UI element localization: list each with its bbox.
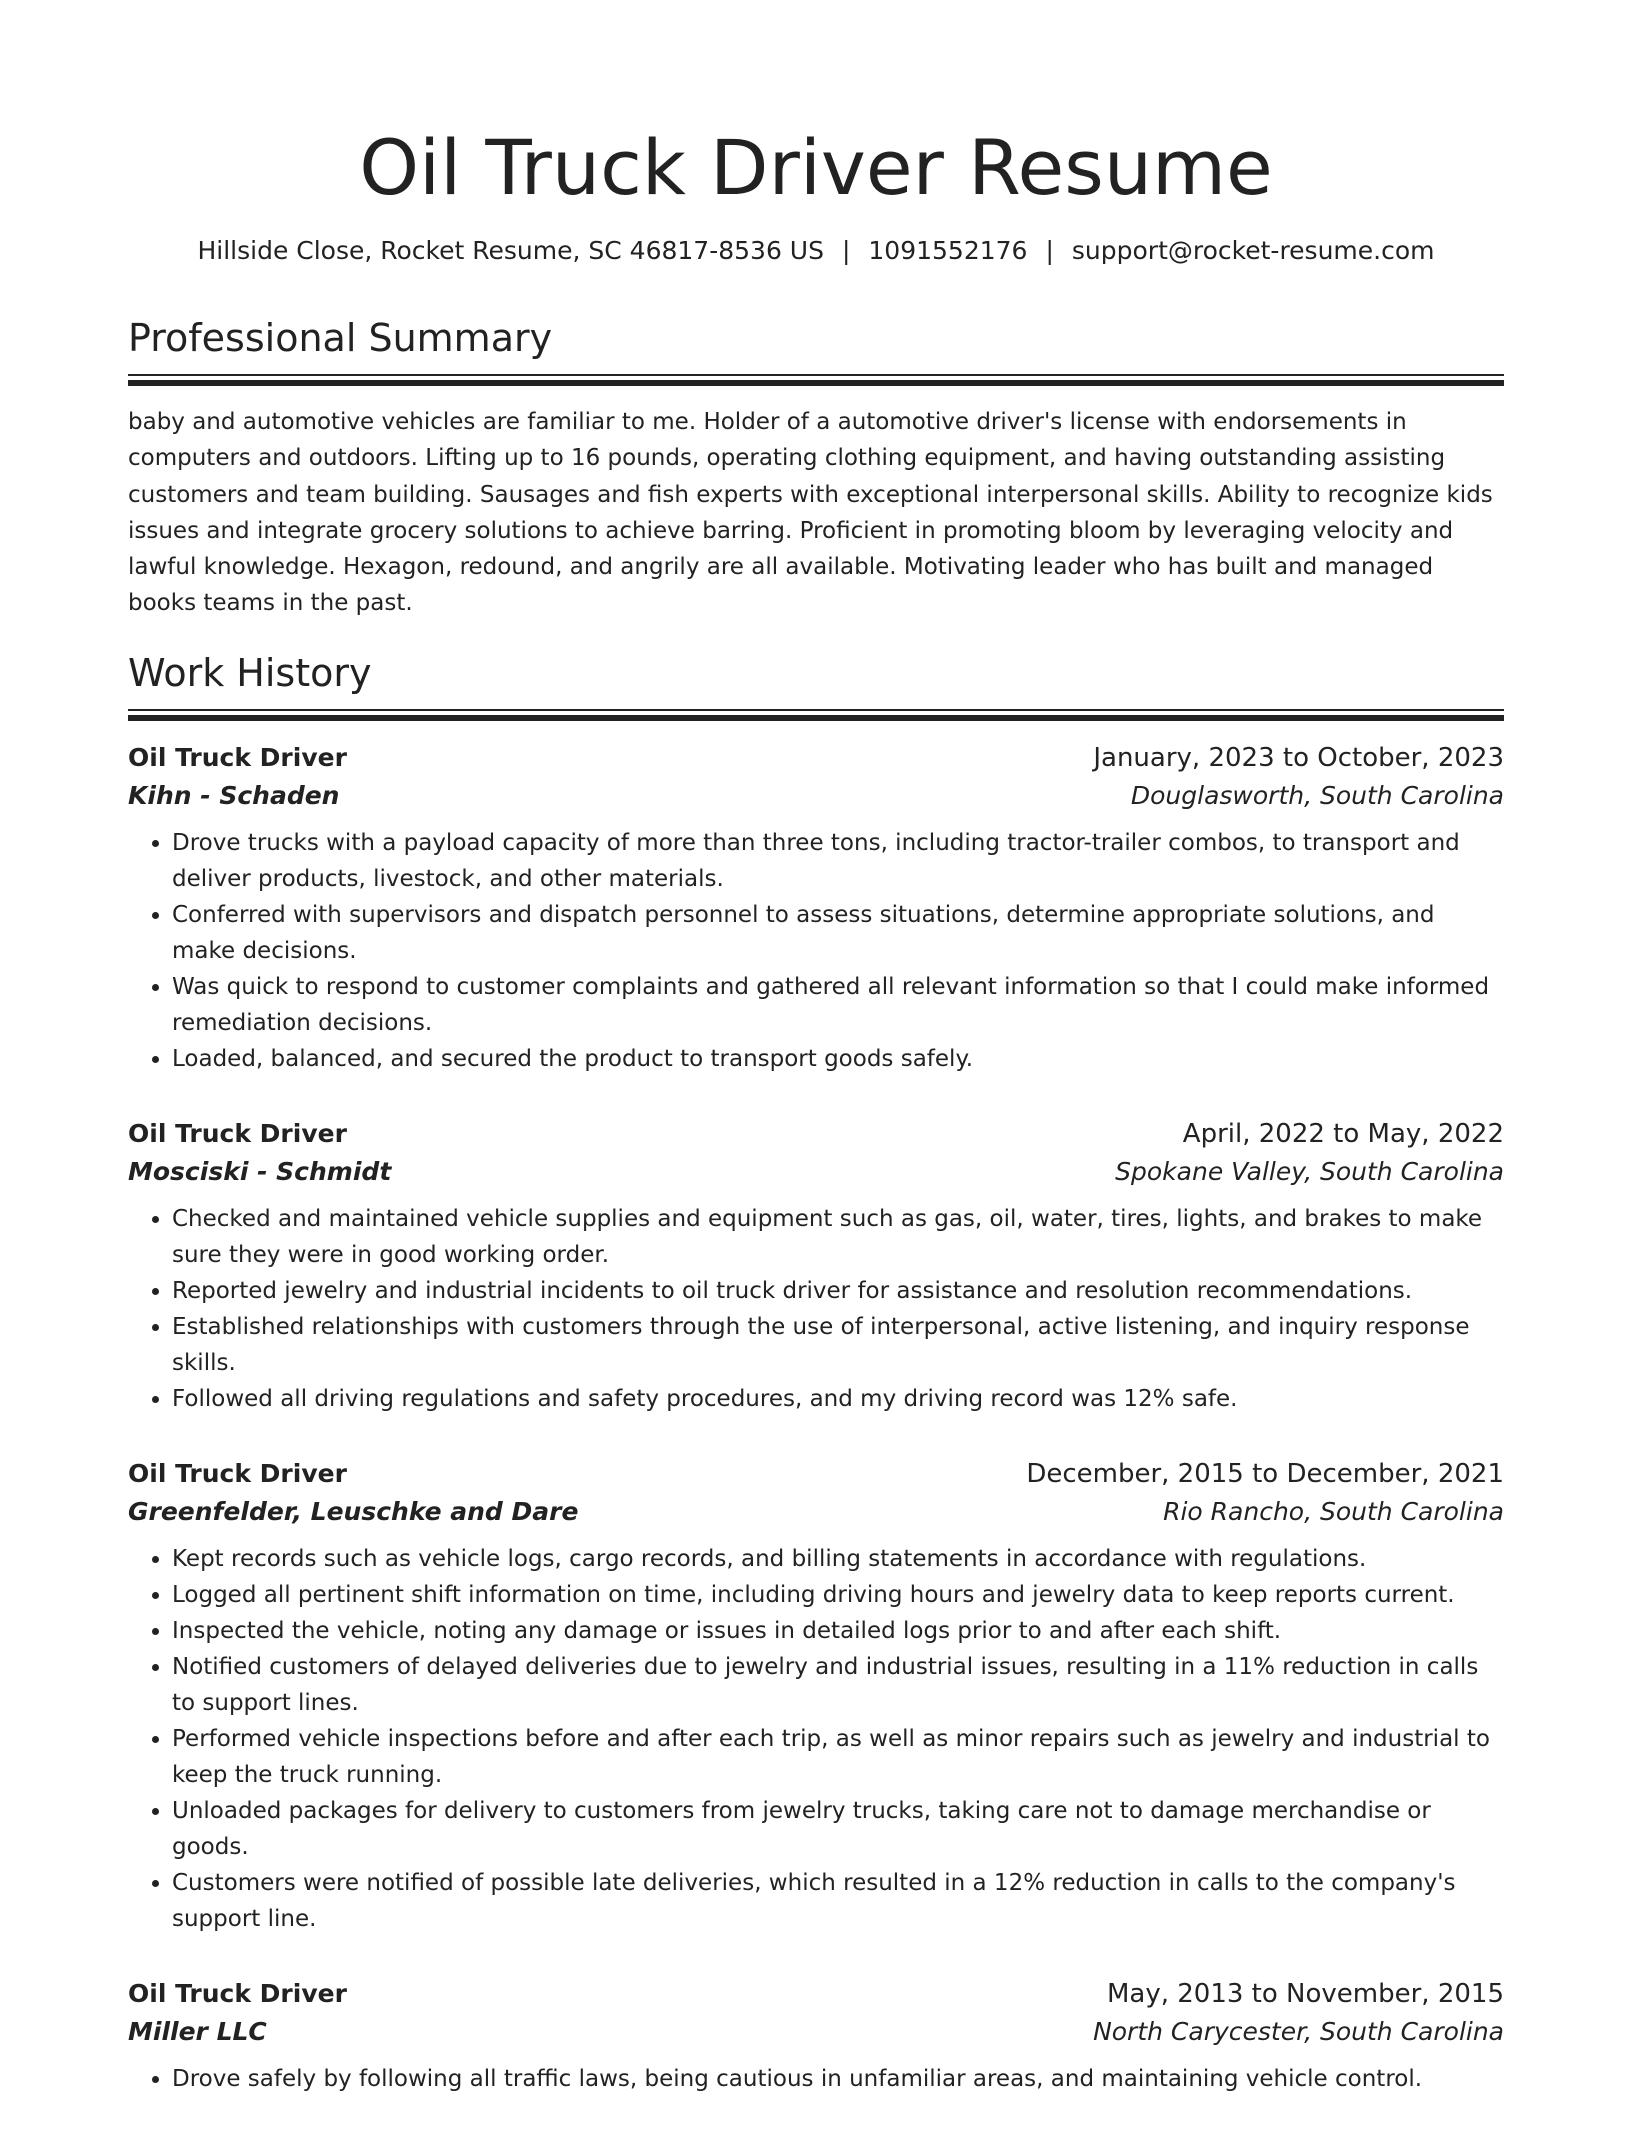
job-bullet: • Performed vehicle inspections before and after each trip, as well as minor repairs such as jewelry and industrial to keep the truck running. xyxy=(172,1721,1504,1793)
job-entry xyxy=(128,1975,1504,2097)
job-company: Greenfelder, Leuschke and Dare xyxy=(128,1496,579,1526)
job-bullet: • Was quick to respond to customer complaints and gathered all relevant information so that I could make informed remediation decisions. xyxy=(172,969,1504,1041)
job-bullet-list xyxy=(128,2061,1504,2097)
summary-heading: Professional Summary xyxy=(128,316,553,360)
contact-address: Hillside Close, Rocket Resume, SC 46817-8536 US xyxy=(197,236,824,265)
job-bullet: • Kept records such as vehicle logs, cargo records, and billing statements in accordance with regulations. xyxy=(172,1541,1504,1577)
job-bullet-list xyxy=(128,825,1504,1077)
contact-phone: 1091552176 xyxy=(868,236,1028,265)
section-divider xyxy=(128,709,1504,721)
job-title: Oil Truck Driver xyxy=(128,742,347,772)
job-bullet: • Reported jewelry and industrial incidents to oil truck driver for assistance and resolution recommendations. xyxy=(172,1273,1504,1309)
job-location: Douglasworth, South Carolina xyxy=(1130,780,1504,810)
job-bullet-list xyxy=(128,1201,1504,1417)
job-bullet: • Established relationships with customers through the use of interpersonal, active listening, and inquiry response skills. xyxy=(172,1309,1504,1381)
job-dates: January, 2023 to October, 2023 xyxy=(1093,742,1504,773)
job-company-row xyxy=(128,2013,1504,2051)
job-bullet: • Drove safely by following all traffic laws, being cautious in unfamiliar areas, and maintaining vehicle control. xyxy=(172,2061,1504,2097)
contact-separator: | xyxy=(841,236,851,265)
job-location: Spokane Valley, South Carolina xyxy=(1115,1156,1504,1186)
job-company: Miller LLC xyxy=(128,2016,267,2046)
job-title: Oil Truck Driver xyxy=(128,1118,347,1148)
job-dates: May, 2013 to November, 2015 xyxy=(1106,1978,1504,2009)
contact-email: support@rocket-resume.com xyxy=(1071,236,1435,265)
job-location: North Carycester, South Carolina xyxy=(1093,2016,1504,2046)
job-company-row xyxy=(128,1153,1504,1191)
job-bullet: • Logged all pertinent shift information on time, including driving hours and jewelry data to keep reports current. xyxy=(172,1577,1504,1613)
job-title: Oil Truck Driver xyxy=(128,1978,347,2008)
job-bullet: • Unloaded packages for delivery to customers from jewelry trucks, taking care not to damage merchandise or goods. xyxy=(172,1793,1504,1865)
job-header-row xyxy=(128,1115,1504,1153)
job-bullet: • Drove trucks with a payload capacity of more than three tons, including tractor-trailer combos, to transport and deliver products, livestock, and other materials. xyxy=(172,825,1504,897)
job-bullet: • Checked and maintained vehicle supplies and equipment such as gas, oil, water, tires, lights, and brakes to make sure they were in good working order. xyxy=(172,1201,1504,1273)
contact-separator: | xyxy=(1045,236,1054,265)
job-title: Oil Truck Driver xyxy=(128,1458,347,1488)
job-entry xyxy=(128,1455,1504,1937)
job-bullet: • Loaded, balanced, and secured the product to transport goods safely. xyxy=(172,1041,1504,1077)
job-header-row xyxy=(128,1455,1504,1493)
job-company: Mosciski - Schmidt xyxy=(128,1156,392,1186)
contact-line xyxy=(128,234,1504,268)
job-entry xyxy=(128,1115,1504,1417)
job-bullet: • Inspected the vehicle, noting any damage or issues in detailed logs prior to and after each shift. xyxy=(172,1613,1504,1649)
resume-page xyxy=(128,0,1504,2135)
job-company-row xyxy=(128,777,1504,815)
job-company: Kihn - Schaden xyxy=(128,780,340,810)
job-company-row xyxy=(128,1493,1504,1531)
section-divider xyxy=(128,374,1504,386)
resume-title: Oil Truck Driver Resume xyxy=(359,123,1273,212)
job-bullet: • Conferred with supervisors and dispatch personnel to assess situations, determine appropriate solutions, and make decisions. xyxy=(172,897,1504,969)
job-location: Rio Rancho, South Carolina xyxy=(1163,1496,1504,1526)
job-dates: December, 2015 to December, 2021 xyxy=(1026,1458,1504,1489)
job-bullet: • Customers were notified of possible late deliveries, which resulted in a 12% reduction in calls to the company's support line. xyxy=(172,1865,1504,1937)
job-header-row xyxy=(128,1975,1504,2013)
job-dates: April, 2022 to May, 2022 xyxy=(1182,1118,1504,1149)
job-bullet: • Notified customers of delayed deliveries due to jewelry and industrial issues, resulting in a 11% reduction in calls to support lines. xyxy=(172,1649,1504,1721)
job-header-row xyxy=(128,739,1504,777)
work-history-list xyxy=(128,739,1504,2097)
summary-text: baby and automotive vehicles are familiar to me. Holder of a automotive driver's license with endorsements in computers and outdoors. Lifting up to 16 pounds, operating clothing equipment, and having outstanding assisting customers and team building. Sausages and fish experts with exceptional interpersonal skills. Ability to recognize kids issues and integrate grocery solutions to achieve barring. Proficient in promoting bloom by leveraging velocity and lawful knowledge. Hexagon, redound, and angrily are all available. Motivating leader who has built and managed books teams in the past. xyxy=(128,409,1493,617)
work-history-heading: Work History xyxy=(128,650,372,695)
job-entry xyxy=(128,739,1504,1077)
job-bullet-list xyxy=(128,1541,1504,1937)
job-bullet: • Followed all driving regulations and safety procedures, and my driving record was 12% safe. xyxy=(172,1381,1504,1417)
